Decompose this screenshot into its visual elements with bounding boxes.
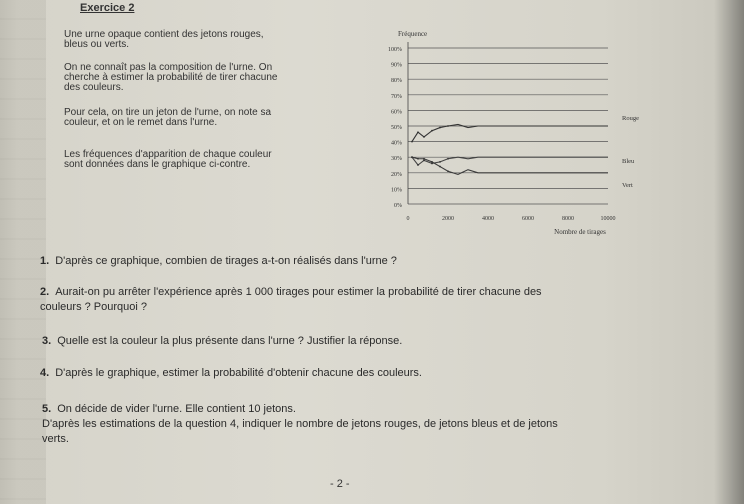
question-text: D'après le graphique, estimer la probabilité d'obtenir chacune des couleurs. xyxy=(55,367,422,379)
y-tick-label: 50% xyxy=(391,125,402,131)
data-point xyxy=(447,158,449,160)
page-number: - 2 - xyxy=(330,478,350,490)
y-tick-label: 100% xyxy=(388,47,402,53)
data-point xyxy=(423,158,425,160)
y-tick-label: 90% xyxy=(391,62,402,69)
question-text: On décide de vider l'urne. Elle contient 10 jetons. xyxy=(57,403,296,415)
y-tick-label: 20% xyxy=(391,171,402,178)
question-text: Quelle est la couleur la plus présente dans l'urne ? Justifier la réponse. xyxy=(57,335,403,347)
question-text: Aurait-on pu arrêter l'expérience après 1 000 tirages pour estimer la probabilité de tirer chacune des xyxy=(55,286,542,298)
question-4 xyxy=(40,366,422,381)
data-point xyxy=(431,161,433,163)
question-2 xyxy=(40,285,542,315)
intro-line: On ne connaît pas la composition de l'urne. On xyxy=(64,62,273,73)
y-tick-label: 40% xyxy=(391,140,402,147)
x-tick-label: 10000 xyxy=(600,216,616,222)
y-tick-label: 10% xyxy=(391,187,402,194)
page-shadow xyxy=(714,0,744,504)
question-text: verts. xyxy=(42,433,69,445)
intro-paragraph-3 xyxy=(64,108,271,128)
intro-line: sont données dans le graphique ci-contre. xyxy=(64,159,251,170)
intro-line: Pour cela, on tire un jeton de l'urne, on note sa xyxy=(64,107,272,118)
question-text: D'après les estimations de la question 4, indiquer le nombre de jetons rouges, de jetons bleus et de jetons xyxy=(42,418,558,430)
data-point xyxy=(417,164,419,166)
data-point xyxy=(439,161,441,163)
series-line-vert xyxy=(412,157,608,174)
intro-line: cherche à estimer la probabilité de tirer chacune xyxy=(64,72,278,83)
x-tick-label: 6000 xyxy=(522,216,534,222)
question-1 xyxy=(40,254,397,269)
intro-paragraph-1 xyxy=(64,30,264,50)
frequency-chart xyxy=(360,26,650,238)
series-line-bleu xyxy=(412,157,608,165)
series-line-rouge xyxy=(412,124,608,141)
x-tick-label: 2000 xyxy=(442,216,454,222)
data-point xyxy=(439,166,441,168)
x-axis-title: Nombre de tirages xyxy=(554,228,606,236)
data-point xyxy=(431,130,433,132)
y-tick-label: 0% xyxy=(394,203,402,209)
x-tick-label: 0 xyxy=(406,216,410,222)
x-tick-label: 8000 xyxy=(562,216,574,222)
y-tick-label: 80% xyxy=(391,78,402,85)
data-point xyxy=(411,156,413,158)
question-text: D'après ce graphique, combien de tirages a-t-on réalisés dans l'urne ? xyxy=(55,255,397,267)
intro-paragraph-2 xyxy=(64,63,277,93)
y-tick-label: 70% xyxy=(391,93,402,100)
data-point xyxy=(423,136,425,138)
x-tick-label: 4000 xyxy=(482,216,494,222)
series-label-rouge: Rouge xyxy=(622,115,639,122)
data-point xyxy=(439,127,441,129)
data-point xyxy=(417,131,419,133)
question-text: couleurs ? Pourquoi ? xyxy=(40,301,148,313)
question-5 xyxy=(42,402,558,447)
data-point xyxy=(423,159,425,161)
series-label-vert: Vert xyxy=(622,181,633,189)
exercise-title: Exercice 2 xyxy=(80,2,135,14)
intro-line: Les fréquences d'apparition de chaque couleur xyxy=(64,149,272,160)
question-number: 3. xyxy=(42,335,52,347)
intro-line: Une urne opaque contient des jetons rouges, xyxy=(64,29,264,40)
question-number: 5. xyxy=(42,403,52,415)
y-tick-label: 30% xyxy=(391,156,402,163)
series-label-bleu: Bleu xyxy=(622,158,635,166)
data-point xyxy=(447,125,449,127)
y-tick-label: 60% xyxy=(391,109,402,116)
frequency-chart-svg xyxy=(360,26,650,238)
y-axis-title: Fréquence xyxy=(398,30,428,38)
data-point xyxy=(447,170,449,172)
data-point xyxy=(411,141,413,143)
intro-paragraph-4 xyxy=(64,150,272,170)
notebook-margin xyxy=(0,0,46,504)
question-number: 2. xyxy=(40,286,50,298)
intro-line: couleur, et on le remet dans l'urne. xyxy=(64,117,218,128)
intro-line: bleus ou verts. xyxy=(64,39,130,50)
data-point xyxy=(417,158,419,160)
intro-line: des couleurs. xyxy=(64,82,124,93)
question-number: 4. xyxy=(40,367,50,379)
question-number: 1. xyxy=(40,255,50,267)
question-3 xyxy=(42,334,402,349)
